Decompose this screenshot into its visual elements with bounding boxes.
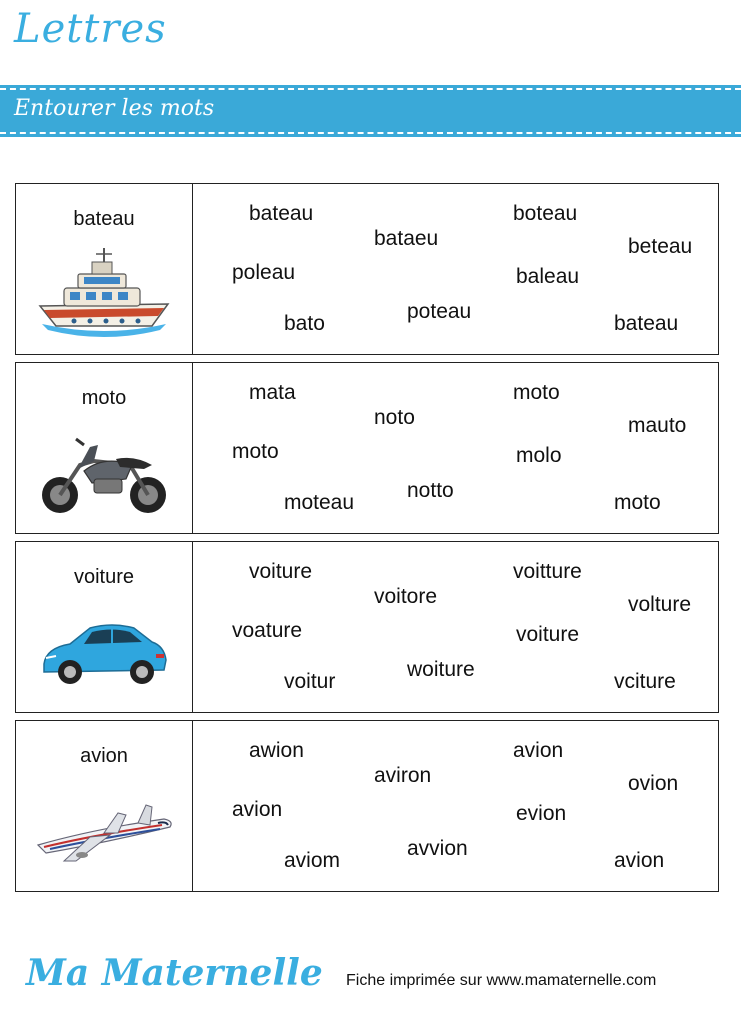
word-choice[interactable]: moto: [232, 440, 279, 463]
page-title: Lettres: [14, 6, 167, 52]
exercise-row: [15, 362, 719, 534]
target-cell: [16, 542, 193, 712]
word-choice[interactable]: avion: [513, 739, 564, 762]
car-icon: [34, 604, 174, 700]
word-choice[interactable]: poteau: [407, 300, 472, 323]
word-choice[interactable]: voitur: [284, 670, 336, 693]
choices-cell: [193, 184, 718, 354]
word-choice[interactable]: awion: [249, 739, 304, 762]
boat-icon: [34, 246, 174, 342]
word-choice[interactable]: voitore: [374, 585, 438, 608]
word-choice[interactable]: ovion: [628, 772, 679, 795]
word-choice[interactable]: volture: [628, 593, 692, 616]
word-choice[interactable]: vciture: [614, 670, 676, 693]
word-choice[interactable]: bateau: [249, 202, 314, 225]
word-choice[interactable]: bataeu: [374, 227, 439, 250]
section-title: Entourer les mots: [14, 96, 215, 121]
exercise-row: [15, 541, 719, 713]
word-choice[interactable]: avion: [232, 798, 283, 821]
motorcycle-icon: [34, 425, 174, 521]
word-choice[interactable]: bato: [284, 312, 325, 335]
word-choice[interactable]: baleau: [516, 265, 580, 288]
word-choice[interactable]: voitture: [513, 560, 582, 583]
word-choice[interactable]: voiture: [249, 560, 313, 583]
word-choice[interactable]: bateau: [614, 312, 679, 335]
word-choice[interactable]: noto: [374, 406, 415, 429]
target-word: bateau: [73, 208, 135, 230]
word-choice[interactable]: beteau: [628, 235, 693, 258]
word-choice[interactable]: avvion: [407, 837, 468, 860]
exercise-row: [15, 720, 719, 892]
word-choice[interactable]: notto: [407, 479, 454, 502]
word-choice[interactable]: boteau: [513, 202, 578, 225]
target-cell: [16, 721, 193, 891]
footer-note: Fiche imprimée sur www.mamaternelle.com: [346, 972, 657, 989]
target-word: moto: [81, 387, 127, 409]
target-cell: [16, 184, 193, 354]
target-word: voiture: [73, 566, 135, 588]
target-word: avion: [80, 745, 128, 767]
choices-cell: [193, 542, 718, 712]
word-choice[interactable]: voiture: [516, 623, 580, 646]
airplane-icon: [34, 783, 174, 879]
word-choice[interactable]: evion: [516, 802, 567, 825]
brand-logo: Ma Maternelle: [26, 952, 323, 994]
target-cell: [16, 363, 193, 533]
word-choice[interactable]: mata: [249, 381, 296, 404]
word-choice[interactable]: moteau: [284, 491, 355, 514]
word-choice[interactable]: avion: [614, 849, 665, 872]
word-choice[interactable]: molo: [516, 444, 562, 467]
choices-cell: [193, 363, 718, 533]
word-choice[interactable]: moto: [614, 491, 661, 514]
word-choice[interactable]: woiture: [407, 658, 475, 681]
choices-cell: [193, 721, 718, 891]
word-choice[interactable]: poleau: [232, 261, 296, 284]
word-choice[interactable]: mauto: [628, 414, 687, 437]
word-choice[interactable]: moto: [513, 381, 560, 404]
exercise-row: [15, 183, 719, 355]
word-choice[interactable]: aviron: [374, 764, 432, 787]
section-banner: [0, 88, 741, 134]
word-choice[interactable]: voature: [232, 619, 303, 642]
word-choice[interactable]: aviom: [284, 849, 341, 872]
